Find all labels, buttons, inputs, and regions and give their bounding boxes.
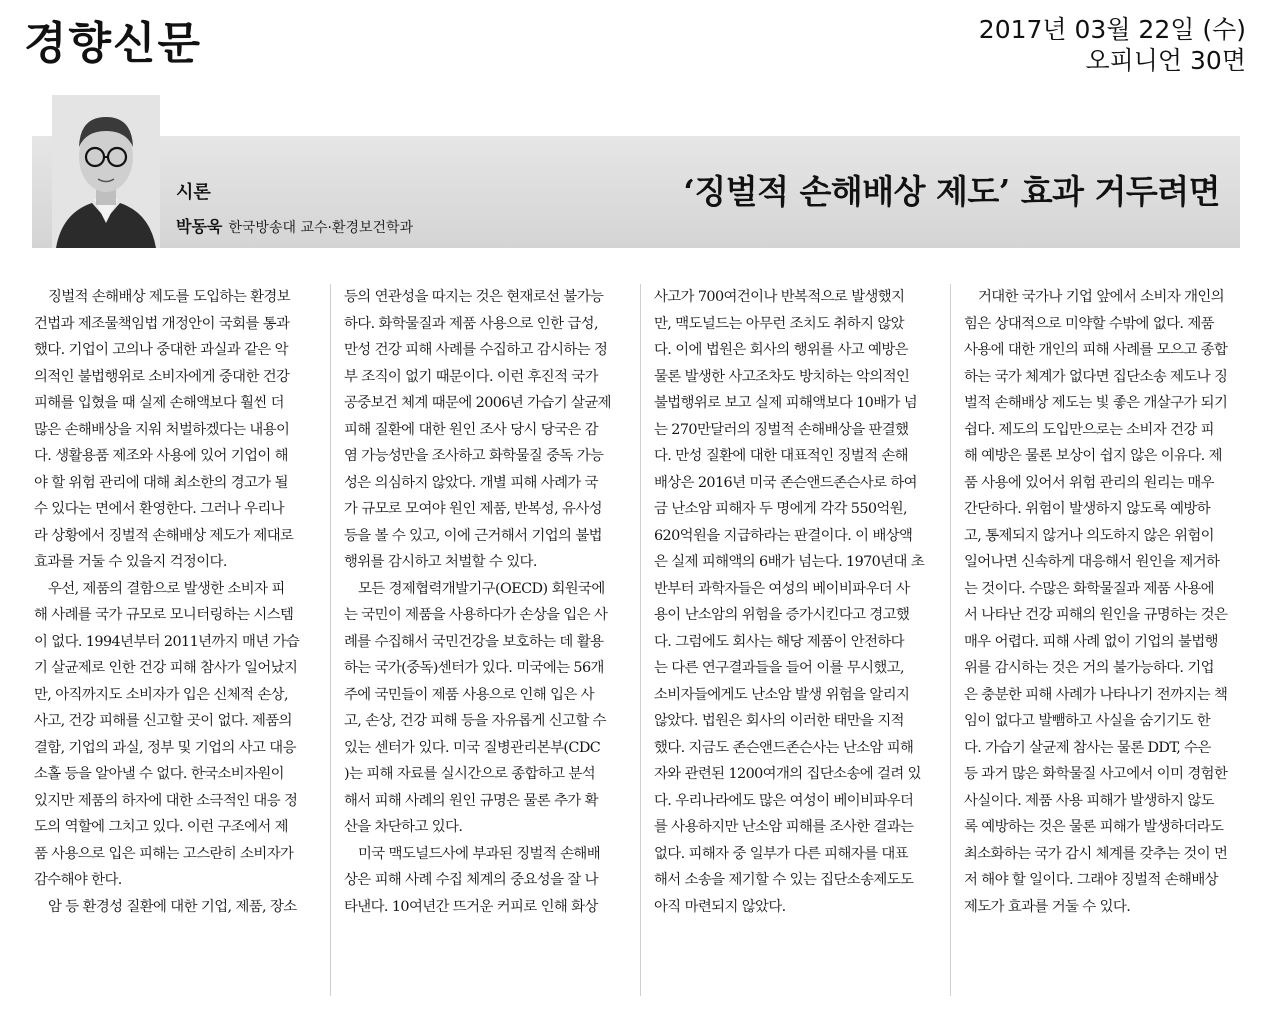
article-text-line: 징벌적 손해배상 제도를 도입하는 환경보 [48,289,291,305]
article-text-line: 만, 아직까지도 소비자가 입은 신체적 손상, [34,686,288,703]
article-text-line: 없다. 피해자 중 일부가 다른 피해자를 대표 [654,845,908,862]
article-text-line: 등의 연관성을 따지는 것은 현재로선 불가능 [344,289,604,305]
article-text-line: 도의 역할에 그치고 있다. 이런 구조에서 제 [34,819,288,835]
author-byline [176,214,413,237]
article-text-line: 이 없다. 1994년부터 2011년까지 매년 가습 [34,633,300,650]
article-column-1 [34,284,317,920]
article-text-line: 사고가 700여건이나 반복적으로 발생했지 [654,289,905,305]
article-text-line: 최소화하는 국가 감시 체계를 갖추는 것이 먼 [964,845,1228,862]
article-text-line: 피해 질환에 대한 원인 조사 당시 당국은 감 [344,421,598,438]
newspaper-masthead: 경향신문 [24,18,203,69]
article-text-line: 만, 맥도널드는 아무런 조치도 취하지 않았 [654,315,904,332]
article-text-line: 는 국민이 제품을 사용하다가 손상을 입은 사 [344,607,608,623]
article-text-line: 다. 가습기 살균제 참사는 물론 DDT, 수은 [964,739,1211,756]
article-text-line: 기 살균제로 인한 건강 피해 참사가 일어났지 [34,660,298,676]
article-text-line: 배상은 2016년 미국 존슨앤드존슨사로 하여 [654,474,917,491]
dateline [979,14,1246,76]
article-text-line: 품 사용에 있어서 위험 관리의 원리는 매우 [964,474,1214,491]
article-text-line: 품 사용으로 입은 피해는 고스란히 소비자가 [34,845,294,862]
article-text-line: 는 다른 연구결과들을 들어 이를 무시했고, [654,660,904,676]
article-text-line: 모든 경제협력개발기구(OECD) 회원국에 [358,580,605,597]
article-text-line: 했다. 지금도 존슨앤드존슨사는 난소암 피해 [654,739,914,756]
article-text-line: 암 등 환경성 질환에 대한 기업, 제품, 장소 [48,898,297,915]
article-text-line: 해서 소송을 제기할 수 있는 집단소송제도도 [654,872,914,888]
article-text-line: 성은 의심하지 않았다. 개별 피해 사례가 국 [344,474,598,491]
article-text-line: 행위를 감시하고 처벌할 수 있다. [344,554,537,570]
article-column-2 [344,284,627,920]
article-text-line: 다. 그럼에도 회사는 해당 제품이 안전하다 [654,633,904,650]
article-text-line: 반부터 과학자들은 여성의 베이비파우더 사 [654,580,910,597]
article-text-line: 타낸다. 10여년간 뜨거운 커피로 인해 화상 [344,898,598,915]
article-text-line: 사용에 대한 개인의 피해 사례를 모으고 종합 [964,342,1228,358]
article-text-line: 했다. 기업이 고의나 중대한 과실과 같은 악 [34,342,288,358]
article-text-line: 소홀 등을 알아낼 수 없다. 한국소비자원이 [34,766,284,782]
section-label: 시론 [176,182,211,203]
article-text-line: 야 할 위험 관리에 대해 최소한의 경고가 될 [34,474,288,491]
article-text-line: 힘은 상대적으로 미약할 수밖에 없다. 제품 [964,315,1214,332]
article-text-line: 매우 어렵다. 피해 사례 없이 기업의 불법행 [964,633,1218,650]
article-text-line: 물론 발생한 사고조차도 방치하는 악의적인 [654,368,910,385]
article-text-line: 은 충분한 피해 사례가 나타나기 전까지는 책 [964,686,1228,703]
article-text-line: 저 해야 할 일이다. 그래야 징벌적 손해배상 [964,872,1218,888]
article-text-line: 하는 국가(중독)센터가 있다. 미국에는 56개 [344,660,604,676]
article-text-line: 사실이다. 제품 사용 피해가 발생하지 않도 [964,792,1214,809]
article-text-line: 일어나면 신속하게 대응해서 원인을 제거하 [964,554,1220,570]
article-text-line: 부 조직이 없기 때문이다. 이런 후진적 국가 [344,368,598,385]
article-text-line: 의적인 불법행위로 소비자에게 중대한 건강 [34,368,290,385]
article-body [34,284,1242,1004]
article-text-line: 용이 난소암의 위험을 증가시킨다고 경고했 [654,607,910,623]
article-text-line: 은 실제 피해액의 6배가 넘는다. 1970년대 초 [654,554,925,570]
article-text-line: 피해를 입혔을 때 실제 손해액보다 훨씬 더 [34,395,284,411]
article-text-line: 불법행위로 보고 실제 피해액보다 10배가 넘 [654,395,918,411]
article-text-line: 를 사용하지만 난소암 피해를 조사한 결과는 [654,819,914,835]
article-text-line: 상은 피해 사례 수집 체계의 중요성을 잘 나 [344,872,598,888]
article-headline: ‘징벌적 손해배상 제도’ 효과 거두려면 [683,172,1220,211]
article-column-4 [964,284,1247,920]
author-portrait [52,95,160,248]
article-text-line: 아직 마련되지 않았다. [654,898,786,915]
article-text-line: 다. 생활용품 제조와 사용에 있어 기업이 해 [34,448,288,464]
article-text-line: 효과를 거둘 수 있을지 걱정이다. [34,554,227,570]
article-text-line: 라 상황에서 징벌적 손해배상 제도가 제대로 [34,527,294,544]
article-text-line: 금 난소암 피해자 두 명에게 각각 550억원, [654,501,908,517]
article-text-line: 는 270만달러의 징벌적 손해배상을 판결했 [654,421,909,438]
article-text-line: 임이 없다고 발뺌하고 사실을 숨기기도 한 [964,713,1210,729]
publication-date: 2017년 03월 22일 (수) [978,15,1246,44]
article-text-line: 만성 건강 피해 사례를 수집하고 감시하는 정 [344,342,608,358]
article-text-line: 해 예방은 물론 보상이 쉽지 않은 이유다. 제 [964,448,1222,464]
article-column-3 [654,284,937,920]
article-text-line: 는 것이다. 수많은 화학물질과 제품 사용에 [964,580,1214,597]
article-text-line: 하다. 화학물질과 제품 사용으로 인한 급성, [344,315,598,332]
article-text-line: 등 과거 많은 화학물질 사고에서 이미 경험한 [964,766,1228,782]
article-text-line: 자와 관련된 1200여개의 집단소송에 걸려 있 [654,766,921,782]
article-text-line: )는 피해 자료를 실시간으로 종합하고 분석 [344,766,596,782]
article-text-line: 사고, 건강 피해를 신고할 곳이 없다. 제품의 [34,713,292,729]
article-text-line: 있는 센터가 있다. 미국 질병관리본부(CDC [344,739,601,756]
article-text-line: 서 나타난 건강 피해의 원인을 규명하는 것은 [964,607,1228,623]
author-affiliation: 한국방송대 교수·환경보건학과 [228,220,414,236]
article-text-line: 위를 감시하는 것은 거의 불가능하다. 기업 [964,660,1214,676]
article-text-line: 벌적 손해배상 제도는 빛 좋은 개살구가 되기 [964,395,1228,411]
article-text-line: 많은 손해배상을 지워 처벌하겠다는 내용이 [34,421,290,438]
article-text-line: 염 가능성만을 조사하고 화학물질 중독 가능 [344,448,604,464]
article-text-line: 건법과 제조물책임법 개정안이 국회를 통과 [34,315,290,332]
article-text-line: 해서 피해 사례의 원인 규명은 물론 추가 확 [344,792,598,809]
article-text-line: 있지만 제품의 하자에 대한 소극적인 대응 정 [34,792,298,809]
article-text-line: 주에 국민들이 제품 사용으로 인해 입은 사 [344,686,594,703]
article-text-line: 미국 맥도널드사에 부과된 징벌적 손해배 [358,845,601,862]
article-text-line: 가 규모로 모여야 원인 제품, 반복성, 유사성 [344,501,602,517]
article-text-line: 고, 손상, 건강 피해 등을 자유롭게 신고할 수 [344,713,606,729]
article-text-line: 산을 차단하고 있다. [344,819,463,835]
article-text-line: 해 사례를 국가 규모로 모니터링하는 시스템 [34,607,294,623]
author-name: 박동욱 [176,217,223,236]
article-text-line: 결함, 기업의 과실, 정부 및 기업의 사고 대응 [34,739,296,756]
article-text-line: 우선, 제품의 결함으로 발생한 소비자 피 [48,580,285,597]
article-text-line: 다. 만성 질환에 대한 대표적인 징벌적 손해 [654,448,908,464]
article-text-line: 다. 이에 법원은 회사의 행위를 사고 예방은 [654,342,908,358]
article-text-line: 소비자들에게도 난소암 발생 위험을 알리지 [654,686,910,703]
article-text-line: 수 있다는 면에서 환영한다. 그러나 우리나 [34,501,284,517]
article-text-line: 제도가 효과를 거둘 수 있다. [964,898,1131,915]
article-text-line: 감수해야 한다. [34,872,122,888]
article-text-line: 않았다. 법원은 회사의 이러한 태만을 지적 [654,713,904,729]
article-text-line: 간단하다. 위험이 발생하지 않도록 예방하 [964,501,1210,517]
article-text-line: 다. 우리나라에도 많은 여성이 베이비파우더 [654,792,914,809]
article-text-line: 례를 수집해서 국민건강을 보호하는 데 활용 [344,633,604,650]
page-section: 오피니언 30면 [1085,46,1246,75]
article-text-line: 공중보건 체계 때문에 2006년 가습기 살균제 [344,395,611,411]
article-text-line: 하는 국가 체계가 없다면 집단소송 제도나 징 [964,368,1228,385]
article-text-line: 고, 통제되지 않거나 의도하지 않은 위험이 [964,527,1214,544]
article-text-line: 록 예방하는 것은 물론 피해가 발생하더라도 [964,819,1224,835]
article-text-line: 거대한 국가나 기업 앞에서 소비자 개인의 [978,289,1224,305]
article-text-line: 쉽다. 제도의 도입만으로는 소비자 건강 피 [964,421,1214,438]
article-text-line: 620억원을 지급하라는 판결이다. 이 배상액 [654,527,913,544]
article-text-line: 등을 볼 수 있고, 이에 근거해서 기업의 불법 [344,527,602,544]
